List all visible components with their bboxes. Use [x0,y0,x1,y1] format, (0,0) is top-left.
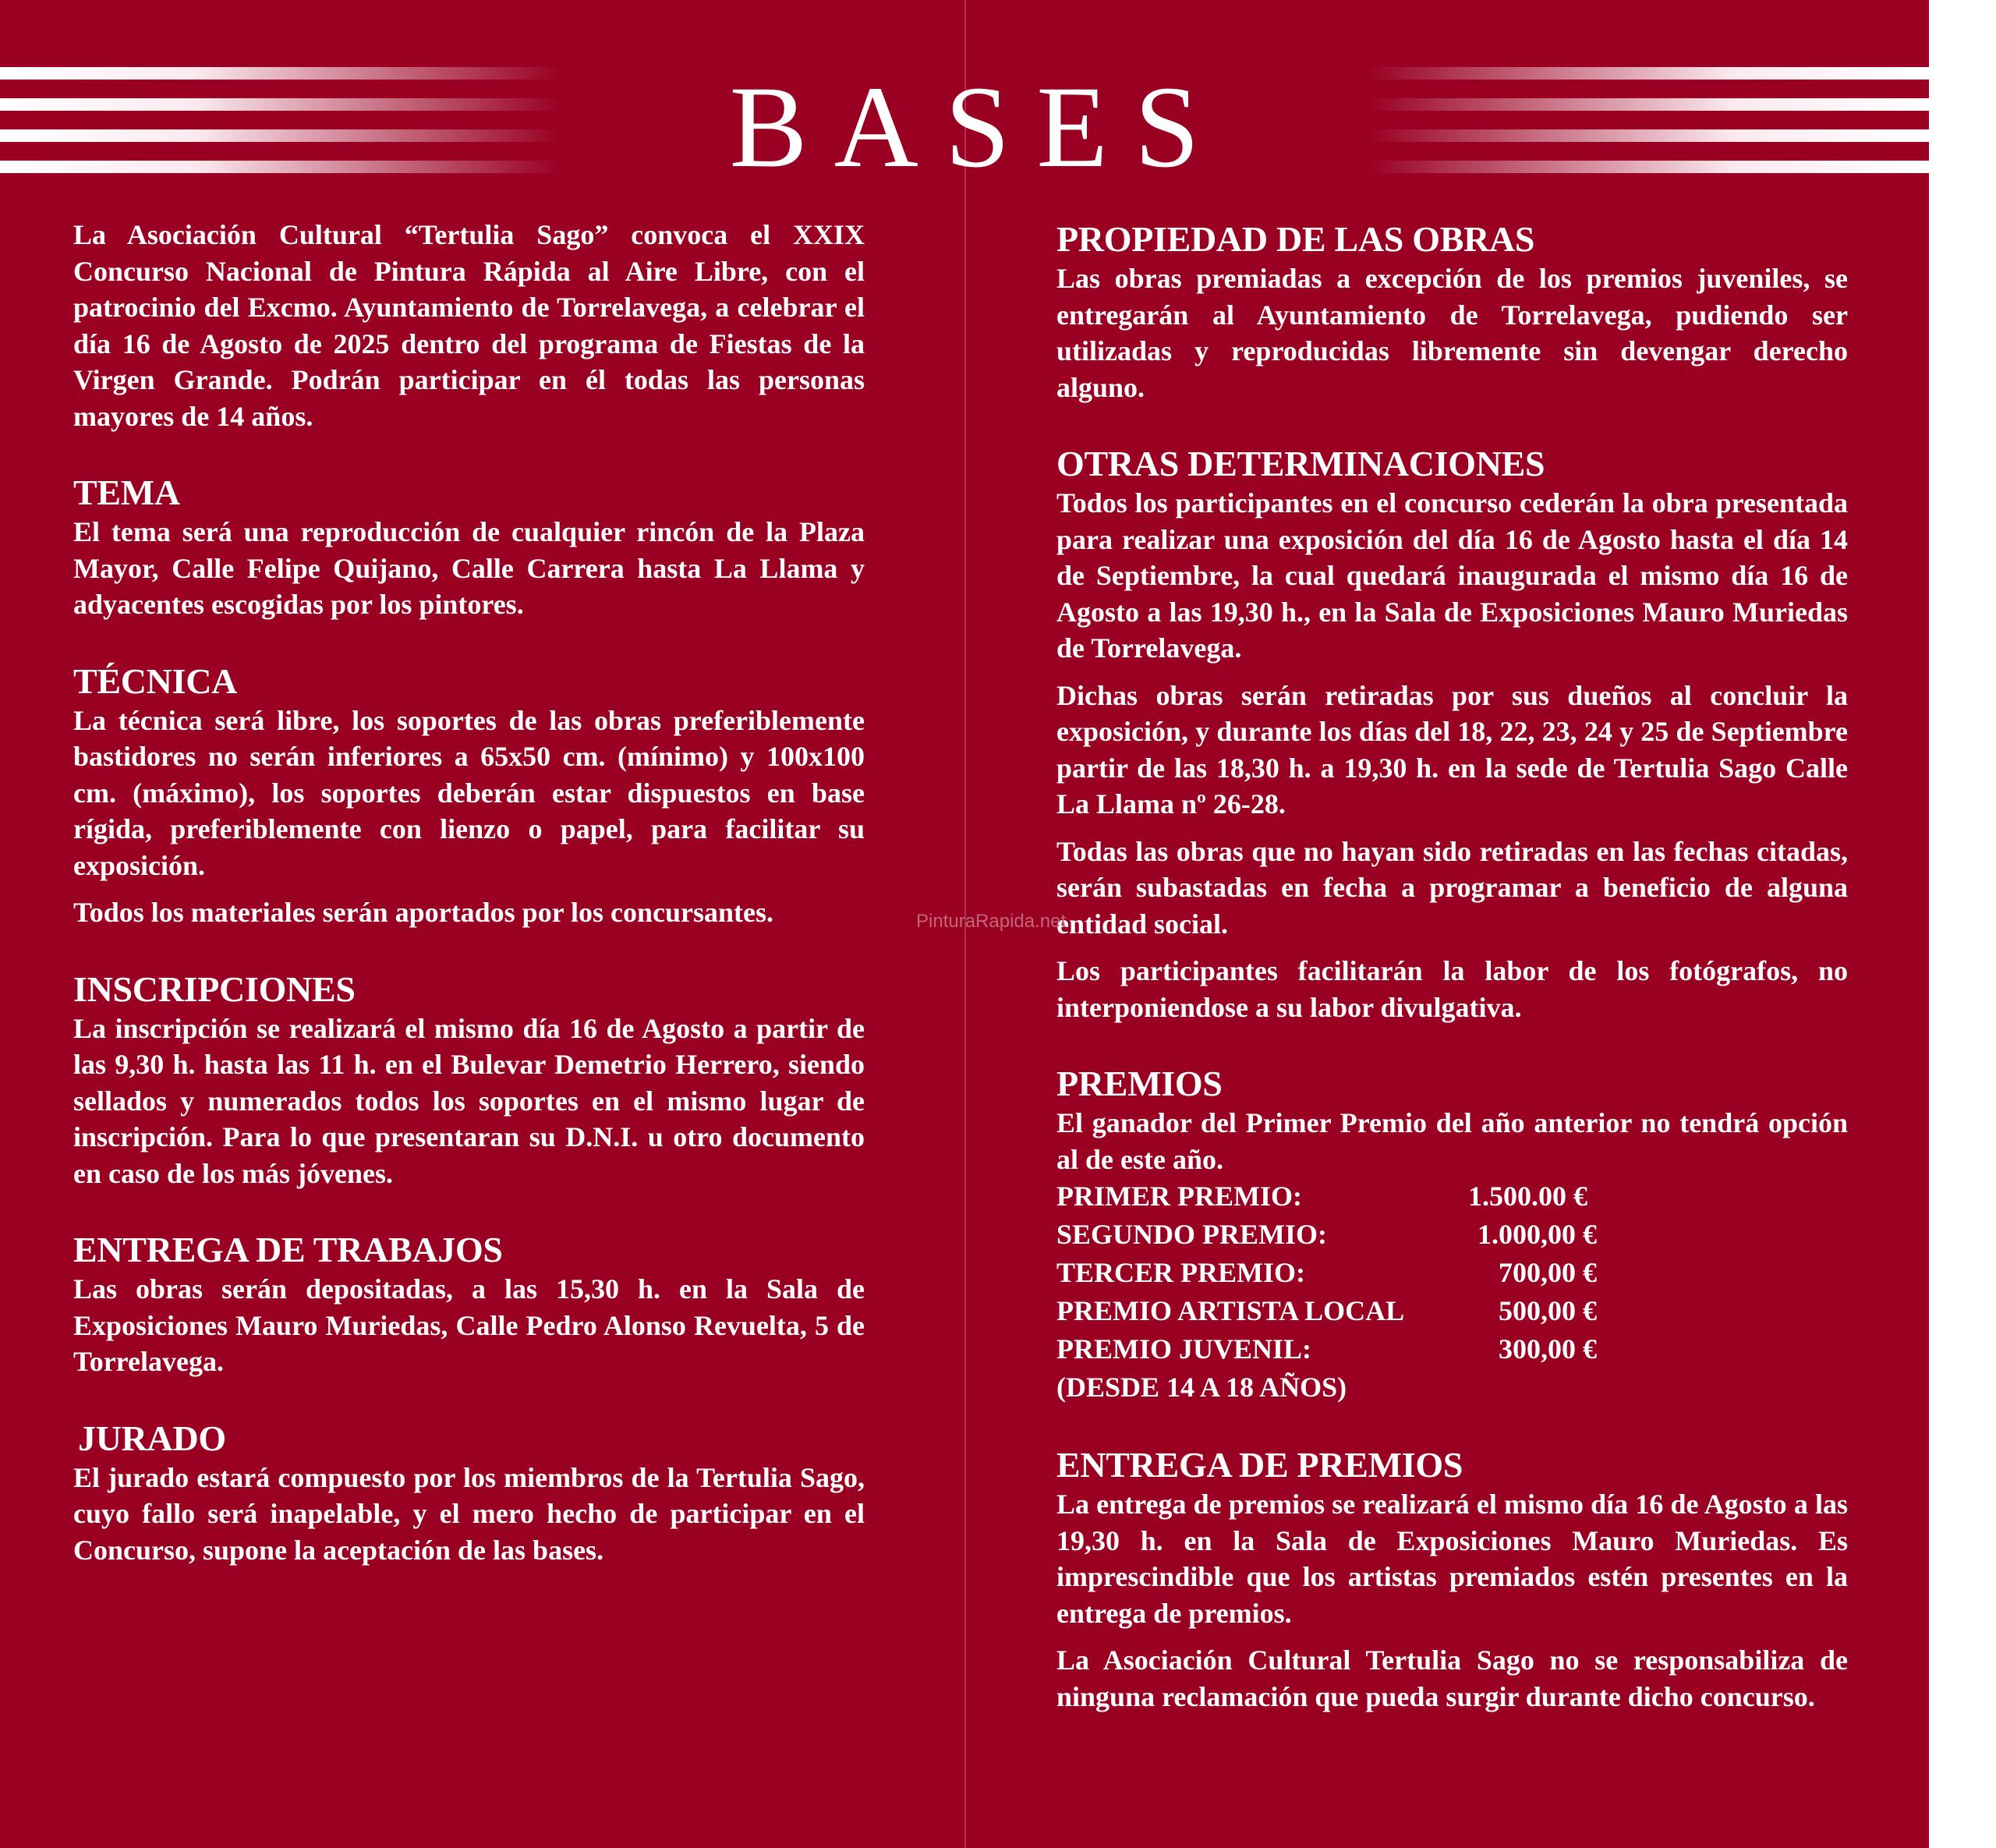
prize-amount: 500,00 € [1499,1295,1597,1326]
entrega-premios-text-2: La Asociación Cultural Tertulia Sago no se responsabiliza de ninguna reclamación que pueda surgir durante dicho concurso. [1056,1644,1848,1712]
prize-amount: 1.000,00 € [1478,1219,1597,1250]
prize-list [1056,1177,1848,1407]
prize-label: SEGUNDO PREMIO: [1056,1219,1328,1250]
prize-label: PRIMER PREMIO: [1056,1181,1302,1212]
prize-amount: 1.500.00 € [1468,1181,1587,1212]
left-column [73,217,865,1568]
intro-text: La Asociación Cultural “Tertulia Sago” convoca el XXIX Concurso Nacional de Pintura Rápida al Aire Libre, con el patrocinio del Excmo. Ayuntamiento de Torrelavega, a celebrar el día 16 de Agosto de 2025 dentro del programa de Fiestas de la Virgen Grande. Podrán participar en él todas las personas mayores de 14 años. [73,219,865,432]
tecnica-materials-text: Todos los materiales serán aportados por los concursantes. [73,897,774,928]
jurado-text: El jurado estará compuesto por los miembros de la Tertulia Sago, cuyo fallo será inapelable, y el mero hecho de participar en el Concurso, supone la aceptación de las bases. [73,1461,865,1566]
prize-row [1056,1330,1848,1368]
entrega-trabajos-text: Las obras serán depositadas, a las 15,30 h. en la Sala de Exposiciones Mauro Muriedas, Calle Pedro Alonso Revuelta, 5 de Torrelavega. [73,1273,865,1377]
otras-text-4: Los participantes facilitarán la labor de los fotógrafos, no interponiendose a su labor divulgativa. [1056,955,1848,1023]
right-column [1056,218,1848,1715]
entrega-premios-text-1: La entrega de premios se realizará el mismo día 16 de Agosto a las 19,30 h. en la Sala de Exposiciones Mauro Muriedas. Es imprescindible que los artistas premiados estén presentes en la entrega de premios. [1056,1489,1848,1629]
watermark-text: PinturaRapida.net [916,911,1067,932]
prize-row [1056,1292,1848,1330]
otras-text-2: Dichas obras serán retiradas por sus dueños al concluir la exposición, y durante los días del 18, 22, 23, 24 y 25 de Septiembre partir de las 18,30 h. a 19,30 h. en la sede de Tertulia Sago Calle La Llama nº 26-28. [1056,679,1848,820]
prize-label: PREMIO ARTISTA LOCAL [1056,1295,1405,1326]
entrega-premios-heading: ENTREGA DE PREMIOS [1056,1445,1463,1485]
prize-row [1056,1216,1848,1254]
propiedad-text: Las obras premiadas a excepción de los premios juveniles, se entregarán al Ayuntamiento de Torrelavega, pudiendo ser utilizadas y reproducidas libremente sin devengar derecho alguno. [1056,263,1848,403]
inscripciones-heading: INSCRIPCIONES [73,968,356,1009]
tecnica-text: La técnica será libre, los soportes de las obras preferiblemente bastidores no serán inferiores a 65x50 cm. (mínimo) y 100x100 cm. (máximo), los soportes deberán estar dispuestos en base rígida, preferiblemente con lienzo o papel, para facilitar su exposición. [73,704,865,881]
jurado-heading: JURADO [78,1418,226,1458]
page-title: BASES [729,62,1226,192]
premios-text: El ganador del Primer Premio del año anterior no tendrá opción al de este año. [1056,1107,1848,1175]
prize-label: PREMIO JUVENIL: [1056,1333,1312,1365]
tecnica-heading: TÉCNICA [73,660,238,701]
premios-heading: PREMIOS [1056,1064,1223,1103]
otras-text-1: Todos los participantes en el concurso cederán la obra presentada para realizar una exposición del día 16 de Agosto hasta el día 14 de Septiembre, la cual quedará inaugurada el mismo día 16 de Agosto a las 19,30 h., en la Sala de Exposiciones Mauro Muriedas de Torrelavega. [1056,487,1848,664]
tema-text: El tema será una reproducción de cualquier rincón de la Plaza Mayor, Calle Felipe Quijano, Calle Carrera hasta La Llama y adyacentes escogidas por los pintores. [73,516,865,620]
inscripciones-text: La inscripción se realizará el mismo día 16 de Agosto a partir de las 9,30 h. hasta las 11 h. en el Bulevar Demetrio Herrero, siendo sellados y numerados todos los soportes en el mismo lugar de inscripción. Para lo que presentaran su D.N.I. u otro documento en caso de los más jóvenes. [73,1012,865,1189]
entrega-trabajos-heading: ENTREGA DE TRABAJOS [73,1230,503,1269]
prize-amount: 700,00 € [1499,1257,1597,1288]
propiedad-heading: PROPIEDAD DE LAS OBRAS [1056,219,1535,259]
prize-amount: 300,00 € [1499,1333,1597,1365]
otras-heading: OTRAS DETERMINACIONES [1056,444,1545,483]
prize-row [1056,1254,1848,1292]
tema-heading: TEMA [73,473,180,512]
prize-label: TERCER PREMIO: [1056,1257,1306,1288]
prize-juvenil-note: (DESDE 14 A 18 AÑOS) [1056,1372,1347,1403]
prize-row [1056,1177,1848,1216]
otras-text-3: Todas las obras que no hayan sido retiradas en las fechas citadas, serán subastadas en fecha a programar a beneficio de alguna entidad social. [1056,835,1848,940]
